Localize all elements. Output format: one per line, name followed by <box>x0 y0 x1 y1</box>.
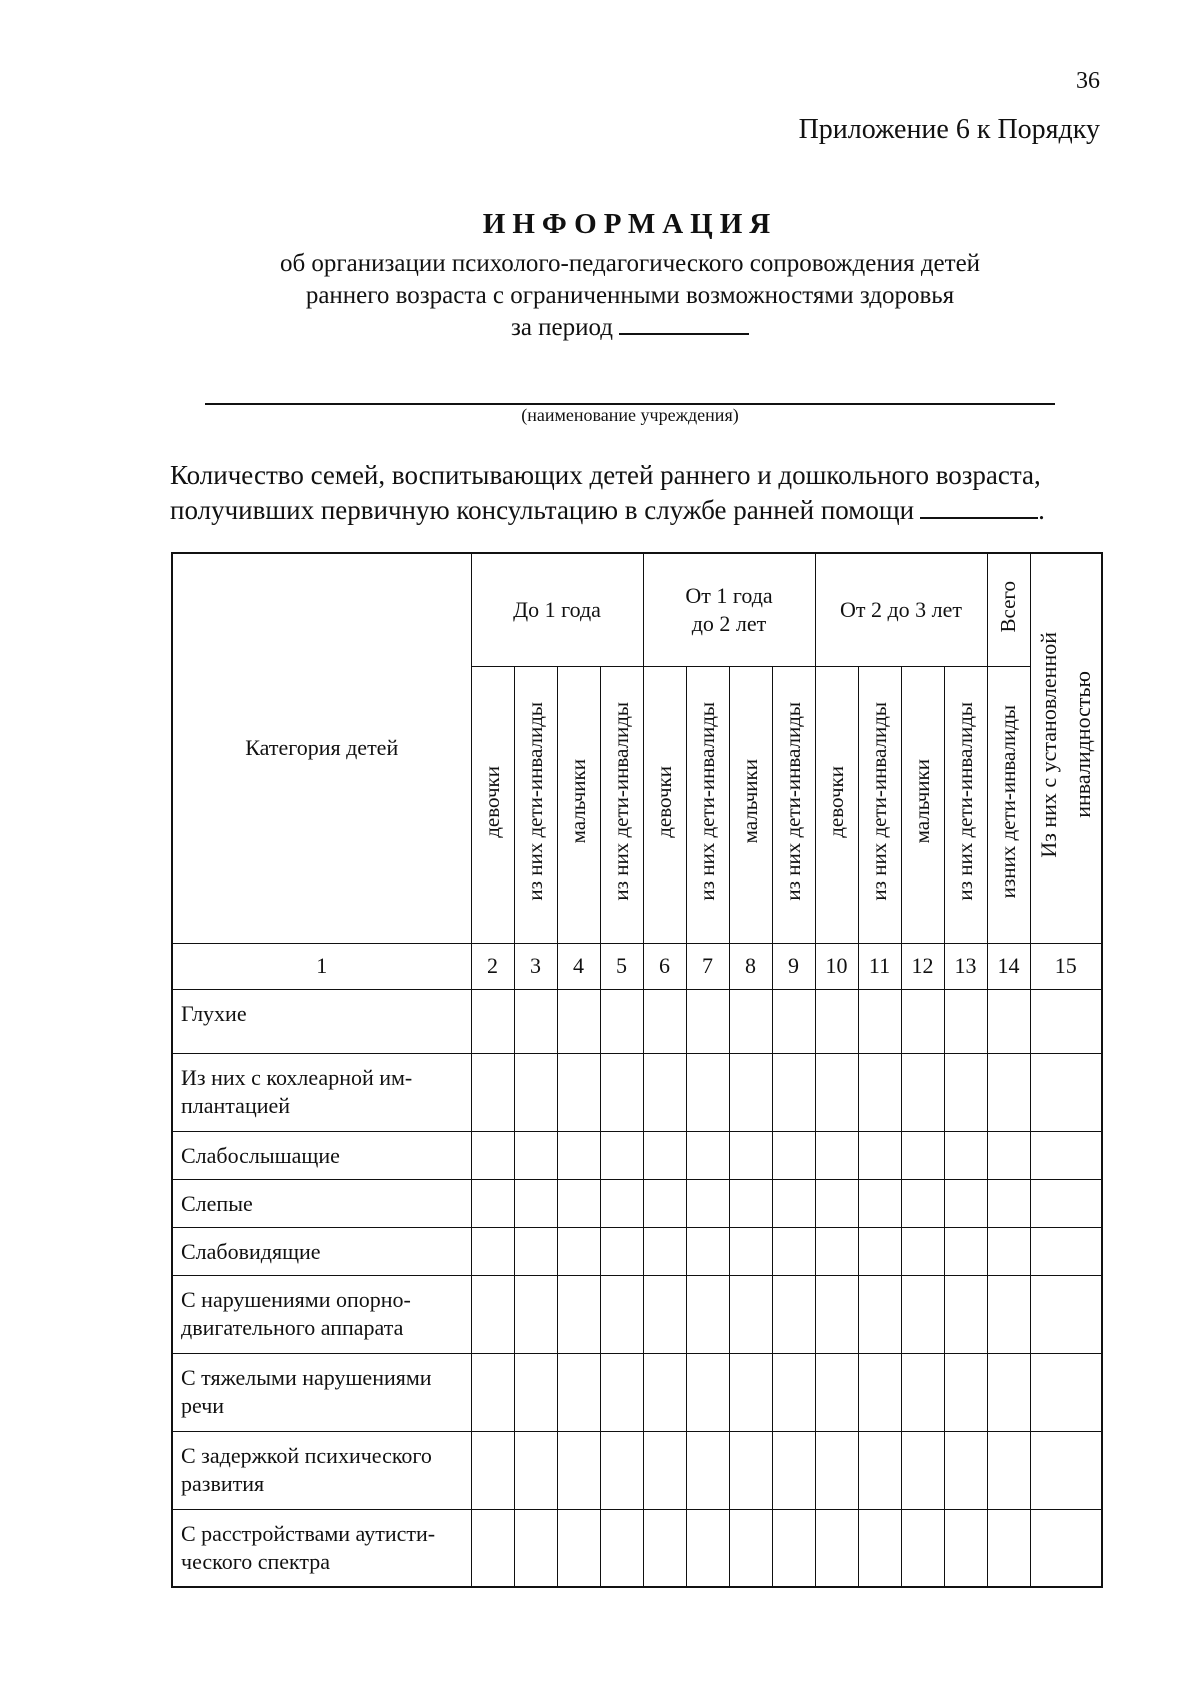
value-cell[interactable] <box>1030 1053 1102 1131</box>
value-cell[interactable] <box>471 1431 514 1509</box>
value-cell[interactable] <box>729 1053 772 1131</box>
period-line <box>0 312 1200 344</box>
sub-header-label: изних дети-инвалиды <box>996 704 1020 899</box>
page-number: 36 <box>1076 68 1100 94</box>
period-label: за период <box>510 314 614 341</box>
value-cell[interactable] <box>858 989 901 1053</box>
column-number: 14 <box>987 943 1030 989</box>
value-cell[interactable] <box>815 1131 858 1179</box>
value-cell[interactable] <box>901 1131 944 1179</box>
institution-name-caption: (наименование учреждения) <box>521 405 739 425</box>
disabled-header-label <box>1032 632 1100 858</box>
category-cell: С тяжелыми нарушениями речи <box>172 1353 471 1431</box>
value-cell[interactable] <box>514 1431 557 1509</box>
value-cell[interactable] <box>600 1509 643 1587</box>
value-cell[interactable] <box>600 1431 643 1509</box>
appendix-label: Приложение 6 к Порядку <box>798 114 1100 145</box>
value-cell[interactable] <box>815 1431 858 1509</box>
value-cell[interactable] <box>514 1509 557 1587</box>
value-cell[interactable] <box>643 1431 686 1509</box>
sub-header-label: из них дети-инвалиды <box>609 702 633 901</box>
value-cell[interactable] <box>772 1509 815 1587</box>
table-row <box>172 1275 1102 1353</box>
family-count-line-1: Количество семей, воспитывающих детей раннего и дошкольного возраста, <box>170 460 1041 490</box>
family-count-tail: . <box>1038 495 1045 525</box>
value-cell[interactable] <box>514 1275 557 1353</box>
value-cell[interactable] <box>514 1053 557 1131</box>
column-number: 13 <box>944 943 987 989</box>
sub-header <box>643 666 686 943</box>
value-cell[interactable] <box>729 1353 772 1431</box>
age-group-header <box>471 553 643 666</box>
value-cell[interactable] <box>471 1179 514 1227</box>
age-group-label: От 2 до 3 лет <box>839 596 963 622</box>
value-cell[interactable] <box>987 1179 1030 1227</box>
value-cell[interactable] <box>471 1131 514 1179</box>
value-cell[interactable] <box>772 1227 815 1275</box>
value-cell[interactable] <box>729 1431 772 1509</box>
value-cell[interactable] <box>600 1353 643 1431</box>
value-cell[interactable] <box>557 1131 600 1179</box>
disabled-header <box>1030 553 1102 943</box>
sub-header <box>557 666 600 943</box>
category-cell: Глухие <box>172 989 471 1053</box>
sub-header-label: мальчики <box>738 759 762 844</box>
value-cell[interactable] <box>772 1353 815 1431</box>
value-cell[interactable] <box>471 1053 514 1131</box>
sub-header-label: мальчики <box>910 759 934 844</box>
value-cell[interactable] <box>1030 1509 1102 1587</box>
category-cell: Слабовидящие <box>172 1227 471 1275</box>
value-cell[interactable] <box>729 1179 772 1227</box>
value-cell[interactable] <box>557 1227 600 1275</box>
column-number: 1 <box>172 943 471 989</box>
sub-header <box>772 666 815 943</box>
sub-header <box>600 666 643 943</box>
value-cell[interactable] <box>686 1353 729 1431</box>
value-cell[interactable] <box>471 989 514 1053</box>
value-cell[interactable] <box>815 1227 858 1275</box>
value-cell[interactable] <box>729 1275 772 1353</box>
value-cell[interactable] <box>858 1509 901 1587</box>
value-cell[interactable] <box>643 989 686 1053</box>
sub-header <box>729 666 772 943</box>
age-group-header <box>815 553 987 666</box>
value-cell[interactable] <box>772 1431 815 1509</box>
column-number: 9 <box>772 943 815 989</box>
disabled-header-line: Из них с установленной <box>1035 632 1061 859</box>
value-cell[interactable] <box>686 1431 729 1509</box>
value-cell[interactable] <box>643 1353 686 1431</box>
value-cell[interactable] <box>1030 1431 1102 1509</box>
value-cell[interactable] <box>901 1431 944 1509</box>
column-number: 7 <box>686 943 729 989</box>
value-cell[interactable] <box>471 1275 514 1353</box>
value-cell[interactable] <box>901 1353 944 1431</box>
value-cell[interactable] <box>815 1053 858 1131</box>
category-cell: Слабослышащие <box>172 1131 471 1179</box>
column-number: 10 <box>815 943 858 989</box>
value-cell[interactable] <box>987 1131 1030 1179</box>
sub-header <box>858 666 901 943</box>
value-cell[interactable] <box>729 1131 772 1179</box>
table-row <box>172 1227 1102 1275</box>
value-cell[interactable] <box>686 989 729 1053</box>
value-cell[interactable] <box>987 1509 1030 1587</box>
total-header-label: Всего <box>996 581 1020 633</box>
value-cell[interactable] <box>557 1431 600 1509</box>
subtitle-line-1: об организации психолого-педагогического сопровождения детей <box>279 250 981 277</box>
column-number: 15 <box>1030 943 1102 989</box>
category-cell: Из них с кохлеарной им-плантацией <box>172 1053 471 1131</box>
value-cell[interactable] <box>1030 989 1102 1053</box>
value-cell[interactable] <box>471 1509 514 1587</box>
value-cell[interactable] <box>944 1227 987 1275</box>
value-cell[interactable] <box>987 1275 1030 1353</box>
value-cell[interactable] <box>686 1179 729 1227</box>
value-cell[interactable] <box>686 1275 729 1353</box>
value-cell[interactable] <box>987 1053 1030 1131</box>
value-cell[interactable] <box>1030 1275 1102 1353</box>
category-cell: С расстройствами аутисти-ческого спектра <box>172 1509 471 1587</box>
value-cell[interactable] <box>944 989 987 1053</box>
sub-header-label: из них дети-инвалиды <box>523 702 547 901</box>
sub-header <box>987 666 1030 943</box>
value-cell[interactable] <box>772 1179 815 1227</box>
value-cell[interactable] <box>858 1227 901 1275</box>
value-cell[interactable] <box>1030 1227 1102 1275</box>
family-count-line-2 <box>170 493 1110 528</box>
value-cell[interactable] <box>557 1509 600 1587</box>
category-header: Категория детей <box>172 553 471 943</box>
value-cell[interactable] <box>514 1353 557 1431</box>
age-group-label: От 1 года <box>685 582 773 608</box>
column-number: 5 <box>600 943 643 989</box>
value-cell[interactable] <box>686 1053 729 1131</box>
family-count-blank-field[interactable] <box>920 499 1038 519</box>
value-cell[interactable] <box>1030 1179 1102 1227</box>
category-cell: С задержкой психического развития <box>172 1431 471 1509</box>
value-cell[interactable] <box>643 1227 686 1275</box>
table-row <box>172 1179 1102 1227</box>
value-cell[interactable] <box>901 1509 944 1587</box>
value-cell[interactable] <box>643 1131 686 1179</box>
table-row <box>172 1131 1102 1179</box>
value-cell[interactable] <box>858 1053 901 1131</box>
sub-header <box>471 666 514 943</box>
value-cell[interactable] <box>901 1275 944 1353</box>
value-cell[interactable] <box>858 1179 901 1227</box>
value-cell[interactable] <box>815 1179 858 1227</box>
value-cell[interactable] <box>944 1053 987 1131</box>
sub-header-label: девочки <box>652 765 676 838</box>
value-cell[interactable] <box>557 1275 600 1353</box>
value-cell[interactable] <box>944 1131 987 1179</box>
value-cell[interactable] <box>643 1509 686 1587</box>
value-cell[interactable] <box>815 1275 858 1353</box>
value-cell[interactable] <box>815 1509 858 1587</box>
value-cell[interactable] <box>987 1431 1030 1509</box>
value-cell[interactable] <box>1030 1131 1102 1179</box>
value-cell[interactable] <box>815 1353 858 1431</box>
column-number: 11 <box>858 943 901 989</box>
value-cell[interactable] <box>944 1179 987 1227</box>
value-cell[interactable] <box>471 1353 514 1431</box>
age-group-label: до 2 лет <box>691 610 767 636</box>
category-cell: Слепые <box>172 1179 471 1227</box>
period-blank-field[interactable] <box>619 315 749 335</box>
value-cell[interactable] <box>901 989 944 1053</box>
value-cell[interactable] <box>944 1353 987 1431</box>
value-cell[interactable] <box>987 1353 1030 1431</box>
children-category-table <box>171 552 1103 1588</box>
value-cell[interactable] <box>600 1275 643 1353</box>
sub-header <box>514 666 557 943</box>
sub-header-label: девочки <box>824 765 848 838</box>
sub-header <box>815 666 858 943</box>
value-cell[interactable] <box>729 1509 772 1587</box>
column-number: 6 <box>643 943 686 989</box>
value-cell[interactable] <box>901 1053 944 1131</box>
table-row <box>172 1053 1102 1131</box>
value-cell[interactable] <box>772 1131 815 1179</box>
value-cell[interactable] <box>944 1431 987 1509</box>
value-cell[interactable] <box>901 1227 944 1275</box>
value-cell[interactable] <box>600 1053 643 1131</box>
age-group-label: До 1 года <box>513 596 601 622</box>
table-row <box>172 989 1102 1053</box>
column-number: 2 <box>471 943 514 989</box>
table-body <box>172 989 1102 1587</box>
sub-header-label: девочки <box>480 765 504 838</box>
sub-header-label: из них дети-инвалиды <box>867 702 891 901</box>
value-cell[interactable] <box>600 989 643 1053</box>
column-number: 4 <box>557 943 600 989</box>
value-cell[interactable] <box>729 989 772 1053</box>
column-number-row <box>172 943 1102 989</box>
value-cell[interactable] <box>643 1275 686 1353</box>
sub-header-label: из них дети-инвалиды <box>695 702 719 901</box>
value-cell[interactable] <box>858 1431 901 1509</box>
value-cell[interactable] <box>686 1509 729 1587</box>
value-cell[interactable] <box>686 1227 729 1275</box>
value-cell[interactable] <box>471 1227 514 1275</box>
age-group-header <box>643 553 815 666</box>
category-cell: С нарушениями опорно-двигательного аппарата <box>172 1275 471 1353</box>
value-cell[interactable] <box>772 989 815 1053</box>
value-cell[interactable] <box>514 989 557 1053</box>
value-cell[interactable] <box>557 1053 600 1131</box>
table-row <box>172 1431 1102 1509</box>
value-cell[interactable] <box>600 1131 643 1179</box>
sub-header-label: из них дети-инвалиды <box>953 702 977 901</box>
disabled-header-line: инвалидностью <box>1069 671 1095 819</box>
value-cell[interactable] <box>643 1179 686 1227</box>
sub-header-label: мальчики <box>566 759 590 844</box>
table-row <box>172 1353 1102 1431</box>
value-cell[interactable] <box>514 1131 557 1179</box>
total-header <box>987 553 1030 666</box>
value-cell[interactable] <box>815 989 858 1053</box>
value-cell[interactable] <box>729 1227 772 1275</box>
value-cell[interactable] <box>858 1131 901 1179</box>
value-cell[interactable] <box>600 1179 643 1227</box>
value-cell[interactable] <box>600 1227 643 1275</box>
value-cell[interactable] <box>944 1275 987 1353</box>
family-count-paragraph <box>170 458 1110 528</box>
value-cell[interactable] <box>1030 1353 1102 1431</box>
column-number: 8 <box>729 943 772 989</box>
value-cell[interactable] <box>686 1131 729 1179</box>
sub-header <box>686 666 729 943</box>
sub-header-label: из них дети-инвалиды <box>781 702 805 901</box>
value-cell[interactable] <box>557 989 600 1053</box>
sub-header <box>944 666 987 943</box>
value-cell[interactable] <box>987 989 1030 1053</box>
value-cell[interactable] <box>772 1053 815 1131</box>
value-cell[interactable] <box>772 1275 815 1353</box>
value-cell[interactable] <box>643 1053 686 1131</box>
value-cell[interactable] <box>514 1179 557 1227</box>
sub-header <box>901 666 944 943</box>
column-number: 3 <box>514 943 557 989</box>
value-cell[interactable] <box>557 1353 600 1431</box>
value-cell[interactable] <box>987 1227 1030 1275</box>
value-cell[interactable] <box>514 1227 557 1275</box>
column-number: 12 <box>901 943 944 989</box>
value-cell[interactable] <box>858 1275 901 1353</box>
subtitle-line-2: раннего возраста с ограниченными возможностями здоровья <box>305 282 955 309</box>
document-title: ИНФОРМАЦИЯ <box>482 208 778 240</box>
value-cell[interactable] <box>944 1509 987 1587</box>
family-count-text: получивших первичную консультацию в службе ранней помощи <box>170 495 915 525</box>
table-row <box>172 1509 1102 1587</box>
value-cell[interactable] <box>901 1179 944 1227</box>
value-cell[interactable] <box>858 1353 901 1431</box>
value-cell[interactable] <box>557 1179 600 1227</box>
